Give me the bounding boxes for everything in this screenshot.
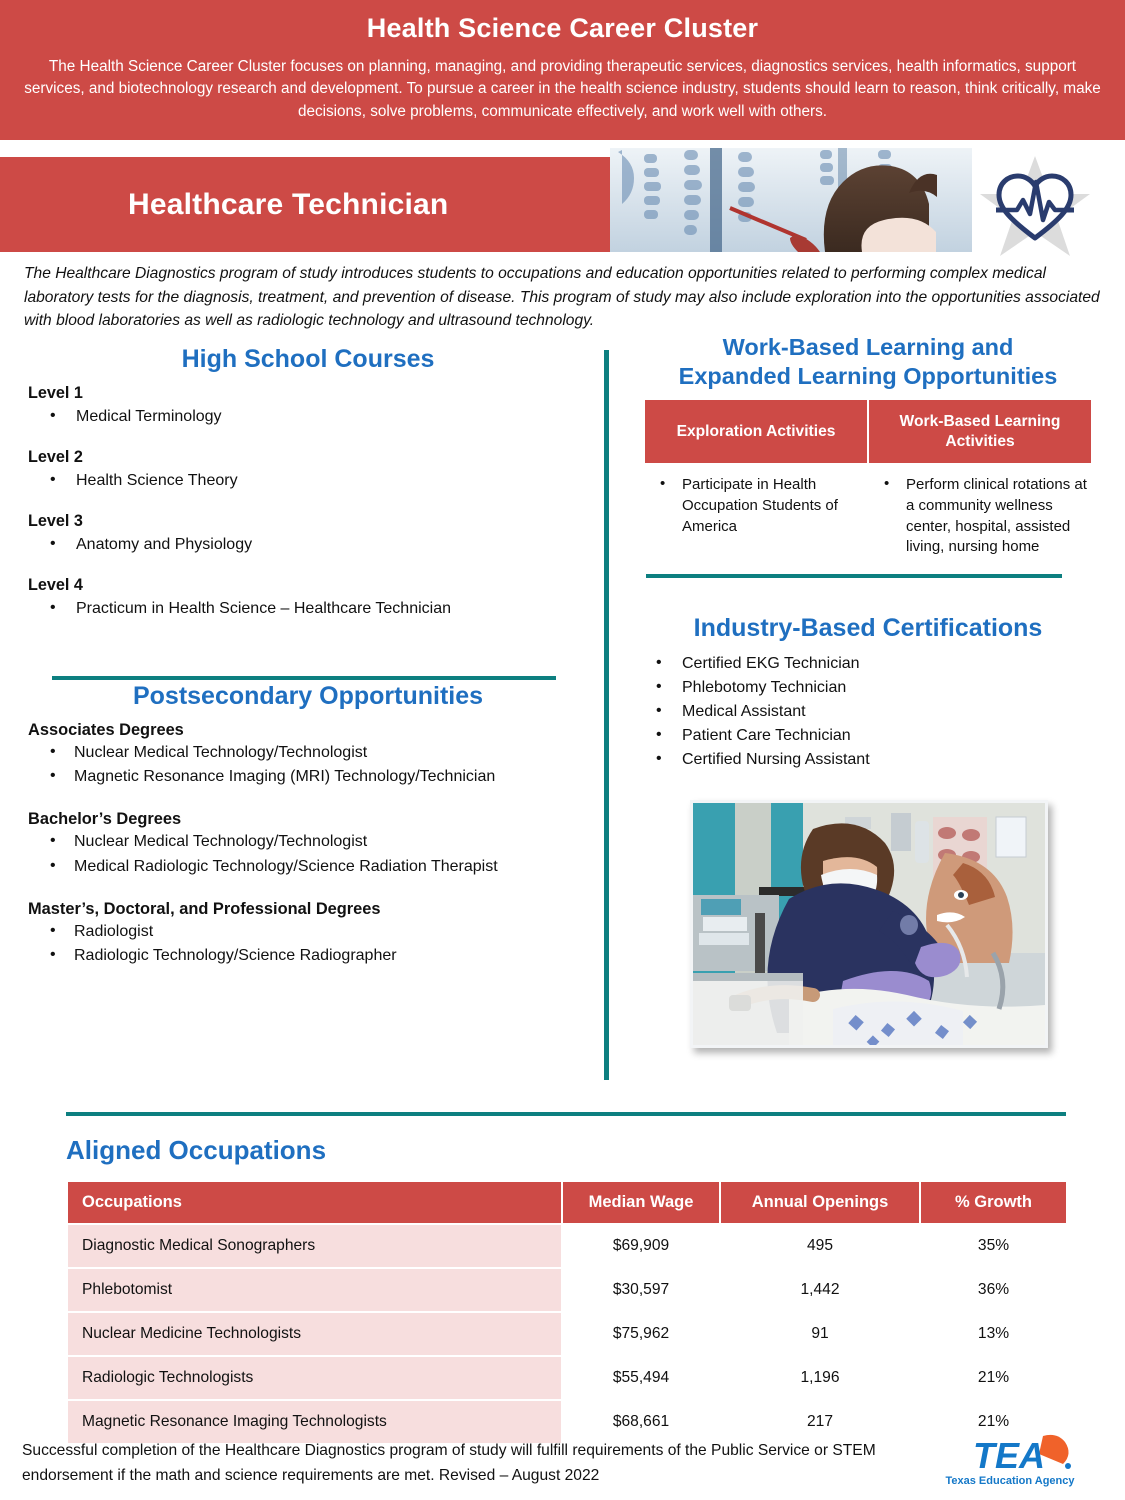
- high-school-courses-section: [28, 345, 588, 620]
- certifications-section: [634, 614, 1102, 771]
- occupations-header-row: [67, 1181, 1067, 1224]
- occupation-name: Phlebotomist: [67, 1268, 562, 1312]
- degree-item: • Radiologic Technology/Science Radiographer: [28, 945, 588, 967]
- certification-item: • Certified EKG Technician: [634, 653, 1102, 675]
- wbl-col1-header: Exploration Activities: [644, 399, 868, 464]
- occupations-table: [66, 1180, 1068, 1445]
- right-column: [634, 333, 1102, 773]
- occupation-name: Radiologic Technologists: [67, 1356, 562, 1400]
- table-row: [67, 1312, 1067, 1356]
- occupation-annual-openings: 217: [720, 1400, 920, 1444]
- certification-item: • Certified Nursing Assistant: [634, 749, 1102, 771]
- wbl-col2-cell: [868, 464, 1092, 562]
- degree-item: • Radiologist: [28, 921, 588, 943]
- table-row: [67, 1356, 1067, 1400]
- high-school-courses-title: High School Courses: [181, 345, 435, 373]
- course-item: • Anatomy and Physiology: [28, 534, 588, 556]
- work-based-activities-list: [872, 475, 1088, 558]
- program-photo-graphic: [693, 803, 1045, 1045]
- footer-note: Successful completion of the Healthcare Diagnostics program of study will fulfill requirements of the Public Service or STEM endorsement if the math and science requirements are met. Revised – August 2022: [22, 1442, 876, 1485]
- occupation-growth: 13%: [920, 1312, 1067, 1356]
- course-level-label: Level 4: [28, 576, 83, 595]
- work-based-learning-title: [634, 333, 1102, 390]
- tea-logo-mark: TEA: [973, 1435, 1045, 1476]
- occupation-annual-openings: 495: [720, 1224, 920, 1268]
- occupation-median-wage: $68,661: [562, 1400, 720, 1444]
- course-list: [28, 534, 588, 556]
- postsecondary-title: Postsecondary Opportunities: [132, 682, 484, 711]
- tea-logo-name: Texas Education Agency: [945, 1475, 1075, 1487]
- degree-item: • Magnetic Resonance Imaging (MRI) Technology/Technician: [28, 766, 588, 788]
- course-level-label: Level 3: [28, 512, 83, 531]
- degree-group: [28, 810, 588, 877]
- degree-list: [28, 831, 588, 877]
- occupation-annual-openings: 1,196: [720, 1356, 920, 1400]
- left-column: [28, 345, 588, 969]
- course-list: [28, 598, 588, 620]
- postsecondary-section: [28, 682, 588, 966]
- table-row: [67, 1224, 1067, 1268]
- degree-list: [28, 921, 588, 967]
- col-header-growth: % Growth: [920, 1181, 1067, 1224]
- aligned-occupations-title: Aligned Occupations: [66, 1135, 327, 1165]
- tea-logo-graphic: [935, 1432, 1085, 1490]
- course-list: [28, 470, 588, 492]
- certification-item: • Patient Care Technician: [634, 725, 1102, 747]
- xray-review-photo: [610, 148, 972, 252]
- course-level-block: [28, 512, 588, 556]
- spacer: [28, 640, 588, 682]
- occupations-divider: [66, 1112, 1066, 1116]
- col-header-annual-openings: Annual Openings: [720, 1181, 920, 1224]
- heart-pulse-star-icon: [975, 152, 1095, 257]
- course-level-block: [28, 448, 588, 492]
- wbl-col2-header: Work-Based Learning Activities: [868, 399, 1092, 464]
- wbl-body-row: [644, 464, 1092, 562]
- degree-group: [28, 900, 588, 967]
- wbl-title-line-1: Work-Based Learning and: [722, 334, 1014, 360]
- degree-group-label: Associates Degrees: [28, 721, 184, 740]
- table-row: [67, 1268, 1067, 1312]
- course-level-label: Level 2: [28, 448, 83, 467]
- degree-group-label: Bachelor’s Degrees: [28, 810, 182, 829]
- exploration-activities-list: [648, 475, 864, 537]
- tea-logo: [935, 1432, 1085, 1490]
- course-item: • Medical Terminology: [28, 406, 588, 428]
- occupation-growth: 35%: [920, 1224, 1067, 1268]
- occupation-growth: 36%: [920, 1268, 1067, 1312]
- occupation-name: Magnetic Resonance Imaging Technologists: [67, 1400, 562, 1444]
- certification-item: • Phlebotomy Technician: [634, 677, 1102, 699]
- course-level-block: [28, 576, 588, 620]
- occupation-name: Nuclear Medicine Technologists: [67, 1312, 562, 1356]
- occupation-annual-openings: 1,442: [720, 1268, 920, 1312]
- occupation-growth: 21%: [920, 1356, 1067, 1400]
- degree-list: [28, 742, 588, 788]
- occupation-median-wage: $69,909: [562, 1224, 720, 1268]
- program-photo: [690, 800, 1048, 1048]
- program-banner-row: [0, 157, 1125, 252]
- program-title: Healthcare Technician: [128, 187, 449, 221]
- work-based-learning-table: [643, 398, 1093, 562]
- wbl-col1-cell: [644, 464, 868, 562]
- degree-group-label: Master’s, Doctoral, and Professional Degrees: [28, 899, 381, 918]
- wbl-header-row: [644, 399, 1092, 464]
- wbl-title-line-2: Expanded Learning Opportunities: [678, 362, 1058, 389]
- cluster-header-banner: [0, 0, 1125, 140]
- vertical-divider: [604, 350, 609, 1080]
- certifications-list: [634, 653, 1102, 771]
- occupation-name: Diagnostic Medical Sonographers: [67, 1224, 562, 1268]
- occupation-median-wage: $75,962: [562, 1312, 720, 1356]
- occupation-median-wage: $30,597: [562, 1268, 720, 1312]
- certification-item: • Medical Assistant: [634, 701, 1102, 723]
- course-item: • Health Science Theory: [28, 470, 588, 492]
- work-based-activity-item: • Perform clinical rotations at a community wellness center, hospital, assisted living, nursing home: [872, 475, 1088, 558]
- degree-item: • Medical Radiologic Technology/Science Radiation Therapist: [28, 856, 588, 878]
- cluster-title: Health Science Career Cluster: [366, 13, 759, 43]
- aligned-occupations-section: [66, 1135, 1066, 1445]
- cluster-description: The Health Science Career Cluster focuses on planning, managing, and providing therapeutic services, diagnostics services, health informatics, support services, and biotechnology research and development. To pursue a career in the health science industry, students should learn to reason, think critically, make decisions, solve problems, communicate effectively, and work well with others.: [24, 57, 1101, 120]
- occupation-growth: 21%: [920, 1400, 1067, 1444]
- star-heart-ekg-graphic: [975, 152, 1095, 257]
- course-list: [28, 406, 588, 428]
- col-header-median-wage: Median Wage: [562, 1181, 720, 1224]
- degree-item: • Nuclear Medical Technology/Technologist: [28, 742, 588, 764]
- xray-photo-graphic: [610, 148, 972, 252]
- program-intro-paragraph: The Healthcare Diagnostics program of study introduces students to occupations and education opportunities related to performing complex medical laboratory tests for the diagnosis, treatment, and prevention of disease. This program of study may also include exploration into the opportunities associated with blood laboratories as well as radiologic technology and ultrasound technology.: [24, 265, 1100, 330]
- course-level-label: Level 1: [28, 384, 83, 402]
- exploration-activity-item: • Participate in Health Occupation Students of America: [648, 475, 864, 537]
- certifications-title: Industry-Based Certifications: [693, 614, 1043, 643]
- work-based-learning-section: [634, 333, 1102, 562]
- course-level-block: [28, 384, 588, 428]
- col-header-occupations: Occupations: [67, 1181, 562, 1224]
- occupation-annual-openings: 91: [720, 1312, 920, 1356]
- degree-group: [28, 721, 588, 788]
- program-banner: [0, 157, 610, 252]
- course-item: • Practicum in Health Science – Healthcare Technician: [28, 598, 588, 620]
- occupation-median-wage: $55,494: [562, 1356, 720, 1400]
- degree-item: • Nuclear Medical Technology/Technologist: [28, 831, 588, 853]
